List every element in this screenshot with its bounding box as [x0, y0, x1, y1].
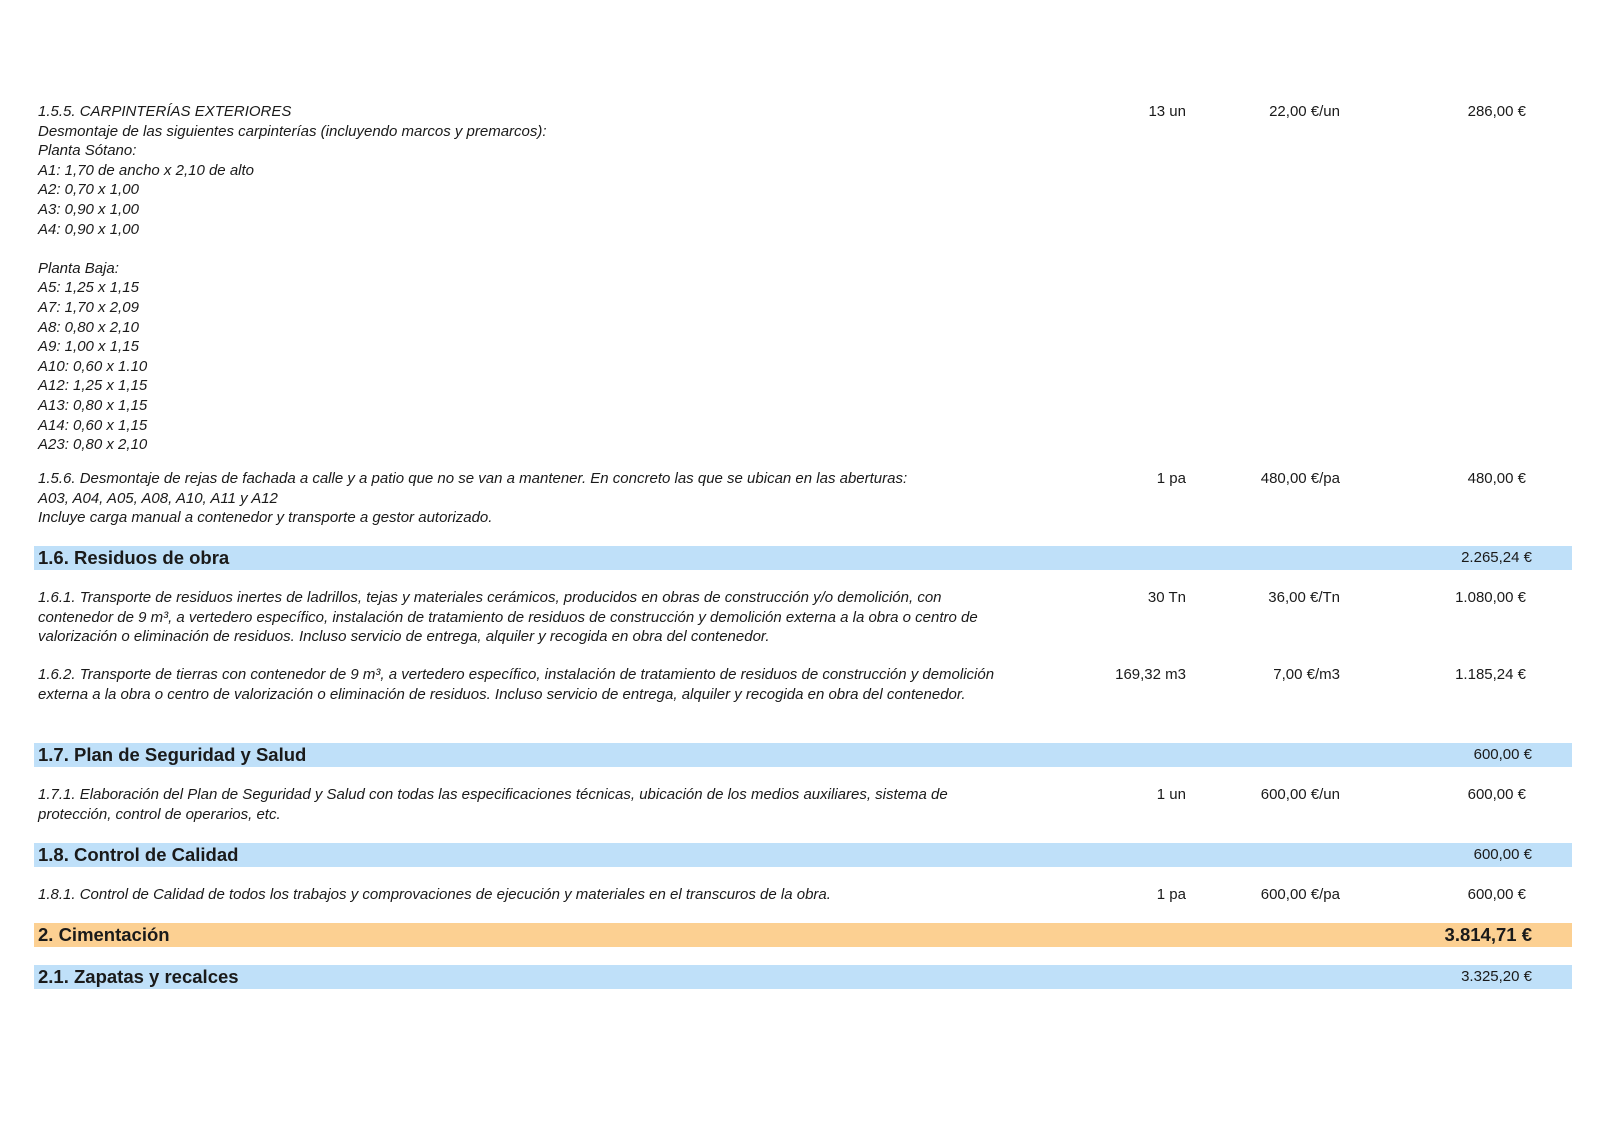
item-description: 1.7.1. Elaboración del Plan de Seguridad y Salud con todas las especificaciones técnicas, ubicación de los medios auxiliares, sistema de protección, control de operarios, etc. [38, 786, 948, 823]
item-quantity: 1 pa [1156, 886, 1186, 903]
chapter-total: 3.814,71 € [1444, 924, 1532, 945]
chapter-title: 2. Cimentación [38, 924, 170, 945]
item-quantity: 169,32 m3 [1115, 666, 1186, 683]
item-unit-price: 600,00 €/pa [1260, 886, 1340, 903]
item-quantity: 13 un [1148, 103, 1186, 120]
section-title: 2.1. Zapatas y recalces [38, 966, 239, 987]
item-quantity: 1 pa [1156, 470, 1186, 487]
item-quantity: 1 un [1156, 786, 1186, 803]
chapter-header-2 [34, 923, 1572, 947]
item-unit-price: 22,00 €/un [1269, 103, 1340, 120]
item-total: 286,00 € [1467, 103, 1526, 120]
item-quantity: 30 Tn [1147, 589, 1186, 606]
item-unit-price: 600,00 €/un [1260, 786, 1340, 803]
section-header-1-6 [34, 546, 1572, 570]
section-title: 1.8. Control de Calidad [38, 844, 239, 865]
section-total: 600,00 € [1473, 846, 1532, 863]
section-total: 2.265,24 € [1461, 549, 1532, 566]
item-description: 1.6.2. Transporte de tierras con contenedor de 9 m³, a vertedero específico, instalación de tratamiento de residuos de construcción y demolición externa a la obra o centro de valorización o eliminación de residuos. Incluso servicio de entrega, alquiler y recogida en obra del contenedor. [38, 666, 995, 703]
item-total: 1.080,00 € [1455, 589, 1526, 606]
item-description: 1.5.5. CARPINTERÍAS EXTERIORES Desmontaje de las siguientes carpinterías (incluyendo marcos y premarcos): Planta Sótano: A1: 1,70 de ancho x 2,10 de alto A2: 0,70 x 1,00 A3: 0,90 x 1,00 A4: 0,90 x 1,00 Planta Baja: A5: 1,25 x 1,15 A7: 1,70 x 2,09 A8: 0,80 x 2,10 A9: 1,00 x 1,15 A10: 0,60 x 1.10 A12: 1,25 x 1,15 A13: 0,80 x 1,15 A14: 0,60 x 1,15 A23: 0,80 x 2,10 [38, 103, 547, 454]
item-description: 1.5.6. Desmontaje de rejas de fachada a calle y a patio que no se van a mantener. En concreto las que se ubican en las aberturas: A03, A04, A05, A08, A10, A11 y A12 Incluye carga manual a contenedor y transporte a gestor autorizado. [38, 470, 908, 527]
item-total: 1.185,24 € [1455, 666, 1526, 683]
item-total: 600,00 € [1467, 786, 1526, 803]
item-total: 600,00 € [1467, 886, 1526, 903]
item-unit-price: 36,00 €/Tn [1268, 589, 1340, 606]
section-total: 600,00 € [1473, 746, 1532, 763]
item-description: 1.6.1. Transporte de residuos inertes de ladrillos, tejas y materiales cerámicos, producidos en obras de construcción y/o demolición, con contenedor de 9 m³, a vertedero específico, instalación de tratamiento de residuos de construcción y demolición externa a la obra o centro de valorización o eliminación de residuos. Incluso servicio de entrega, alquiler y recogida en obra del contenedor. [38, 589, 978, 646]
section-header-2-1 [34, 965, 1572, 989]
section-header-1-7 [34, 743, 1572, 767]
item-unit-price: 480,00 €/pa [1260, 470, 1340, 487]
item-unit-price: 7,00 €/m3 [1273, 666, 1340, 683]
section-header-1-8 [34, 843, 1572, 867]
section-title: 1.6. Residuos de obra [38, 547, 230, 568]
item-total: 480,00 € [1467, 470, 1526, 487]
section-title: 1.7. Plan de Seguridad y Salud [38, 744, 307, 765]
item-description: 1.8.1. Control de Calidad de todos los trabajos y comprovaciones de ejecución y materiales en el transcuros de la obra. [38, 886, 831, 903]
section-total: 3.325,20 € [1461, 968, 1532, 985]
